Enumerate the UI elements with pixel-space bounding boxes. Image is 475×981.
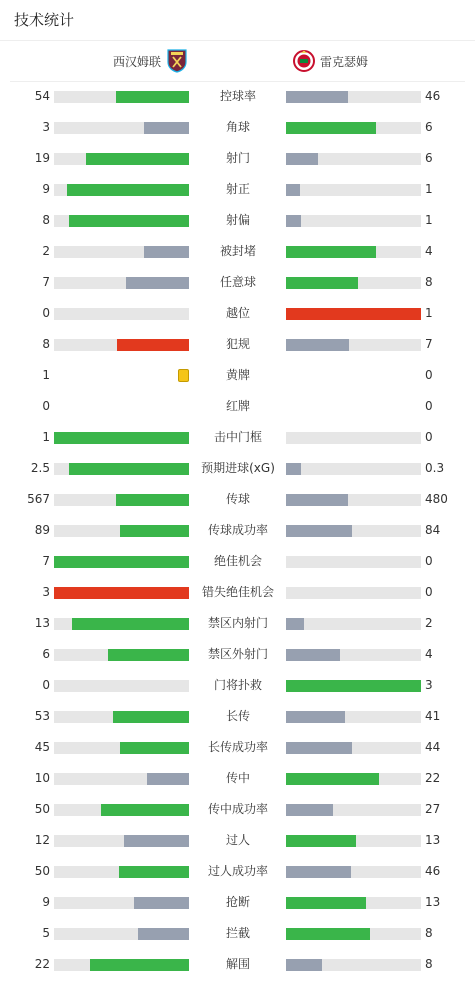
stat-label: 过人成功率 [207,864,268,878]
stat-row [0,329,475,360]
home-stat-bar-track [54,339,189,351]
stat-row [0,174,475,205]
stat-row [0,949,475,980]
away-stat-value: 8 [425,957,433,971]
home-stat-value: 0 [42,306,50,320]
away-stat-bar-track [286,928,421,940]
home-stat-bar-track [54,928,189,940]
stat-label: 传中 [225,771,250,785]
home-stat-bar [120,525,189,537]
home-stat-value: 89 [34,523,50,537]
away-stat-value: 1 [425,306,433,320]
away-stat-value: 84 [425,523,441,537]
away-stat-bar-track [286,215,421,227]
home-stat-bar [54,587,189,599]
home-stat-value: 567 [27,492,50,506]
away-stat-value: 6 [425,151,433,165]
stat-label: 禁区内射门 [207,616,268,630]
away-stat-bar-track [286,432,421,444]
home-stat-value: 50 [34,802,50,816]
home-stat-value: 9 [42,895,50,909]
home-stat-value: 19 [34,151,50,165]
away-stat-bar-track [286,308,421,320]
home-stat-value: 50 [34,864,50,878]
away-stat-bar [286,618,304,630]
away-stat-bar [286,246,376,258]
away-stat-value: 1 [425,182,433,196]
away-stat-bar [286,153,318,165]
away-stat-bar [286,339,349,351]
wrexham-crest-icon [293,49,315,73]
home-stat-bar [67,184,189,196]
stat-label: 错失绝佳机会 [201,585,274,599]
stat-label: 过人 [225,833,250,847]
away-stat-bar [286,835,356,847]
stat-label: 长传成功率 [207,740,268,754]
away-stat-value: 0.3 [425,461,445,475]
away-team-name: 雷克瑟姆 [320,54,369,69]
stat-row [0,546,475,577]
stat-label: 黄牌 [225,368,250,382]
home-stat-bar-track [54,277,189,289]
stat-row [0,670,475,701]
stat-label: 传中成功率 [207,802,268,816]
home-stat-bar-track [54,308,189,320]
away-stat-value: 13 [425,833,441,847]
home-team [113,48,188,74]
stat-row [0,887,475,918]
home-stat-value: 53 [34,709,50,723]
away-stat-bar [286,711,345,723]
away-stat-bar [286,215,301,227]
away-stat-bar-track [286,897,421,909]
home-stat-bar-track [54,494,189,506]
stat-label: 控球率 [219,89,256,103]
home-stat-bar [69,215,189,227]
away-stat-bar-track [286,835,421,847]
home-stat-value: 0 [42,399,50,413]
home-stat-bar [116,91,189,103]
home-stat-value: 54 [34,89,50,103]
home-stat-value: 22 [34,957,50,971]
home-stat-bar-track [54,587,189,599]
away-stat-bar [286,804,333,816]
away-stat-bar [286,928,370,940]
stat-label: 射门 [225,151,250,165]
stat-row [0,267,475,298]
home-stat-bar-track [54,463,189,475]
away-stat-bar-track [286,463,421,475]
home-stat-bar-track [54,246,189,258]
away-stat-bar [286,649,340,661]
home-stat-bar-track [54,91,189,103]
home-stat-value: 5 [42,926,50,940]
away-stat-value: 0 [425,368,433,382]
home-stat-bar [144,246,189,258]
home-stat-value: 1 [42,368,50,382]
home-stat-bar-track [54,153,189,165]
away-stat-bar [286,494,348,506]
away-stat-bar-track [286,866,421,878]
stat-label: 角球 [225,120,250,134]
stat-row [0,453,475,484]
away-stat-bar [286,525,352,537]
stat-row [0,763,475,794]
away-stat-bar [286,308,421,320]
away-stat-bar-track [286,959,421,971]
away-stat-bar-track [286,587,421,599]
away-stat-value: 2 [425,616,433,630]
away-stat-value: 44 [425,740,441,754]
home-stat-bar [126,277,189,289]
home-stat-bar [124,835,189,847]
stat-label: 被封堵 [219,244,256,258]
away-stat-bar-track [286,556,421,568]
stat-label: 传球 [225,492,250,506]
away-stat-value: 0 [425,430,433,444]
away-stat-value: 4 [425,244,433,258]
stat-row [0,112,475,143]
stat-label: 禁区外射门 [207,647,268,661]
away-stat-bar-track [286,122,421,134]
stat-row [0,825,475,856]
away-stat-value: 27 [425,802,441,816]
stat-row [0,391,475,422]
away-stat-value: 46 [425,89,441,103]
away-stat-bar-track [286,649,421,661]
home-stat-bar-track [54,711,189,723]
away-stat-value: 8 [425,926,433,940]
home-stat-bar-track [54,525,189,537]
away-stat-bar-track [286,339,421,351]
yellow-card-icon [178,369,189,382]
away-stat-bar [286,742,352,754]
stat-row [0,422,475,453]
home-stat-bar [119,866,189,878]
stat-row [0,577,475,608]
away-stat-bar-track [286,711,421,723]
away-stat-bar [286,91,348,103]
stat-label: 拦截 [225,926,250,940]
away-stat-bar [286,184,300,196]
stat-label: 越位 [225,306,250,320]
home-stat-value: 12 [34,833,50,847]
away-stat-bar-track [286,804,421,816]
west-ham-crest-icon [166,49,188,73]
stat-row [0,298,475,329]
away-stat-bar-track [286,742,421,754]
stat-row [0,701,475,732]
stat-row [0,794,475,825]
home-stat-value: 13 [34,616,50,630]
home-stat-value: 3 [42,585,50,599]
home-stat-bar-track [54,556,189,568]
home-stat-value: 9 [42,182,50,196]
home-stat-bar [144,122,189,134]
away-stat-value: 13 [425,895,441,909]
home-stat-bar-track [54,215,189,227]
away-stat-value: 8 [425,275,433,289]
away-stat-bar-track [286,246,421,258]
away-stat-value: 22 [425,771,441,785]
team-header [0,41,475,81]
home-stat-bar-track [54,804,189,816]
stat-label: 抢断 [225,895,250,909]
away-stat-value: 41 [425,709,441,723]
home-stat-bar [138,928,189,940]
away-stat-bar [286,866,351,878]
away-team [293,48,368,74]
home-stat-bar [113,711,189,723]
away-stat-bar-track [286,773,421,785]
home-team-name: 西汉姆联 [113,54,162,69]
stat-row [0,360,475,391]
away-stat-bar [286,897,366,909]
home-stat-value: 2.5 [30,461,50,475]
away-stat-bar [286,773,379,785]
away-stat-value: 1 [425,213,433,227]
home-stat-bar [116,494,189,506]
away-stat-bar-track [286,494,421,506]
away-stat-value: 7 [425,337,433,351]
home-stat-value: 0 [42,678,50,692]
stat-label: 犯规 [225,337,250,351]
home-stat-value: 2 [42,244,50,258]
home-stat-value: 6 [42,647,50,661]
away-stat-bar-track [286,91,421,103]
home-stat-bar [147,773,189,785]
away-stat-bar-track [286,525,421,537]
home-stat-bar [86,153,189,165]
home-stat-value: 8 [42,213,50,227]
stat-row [0,515,475,546]
away-stat-bar-track [286,277,421,289]
away-stat-value: 0 [425,399,433,413]
stat-label: 预期进球(xG) [201,461,275,475]
away-stat-value: 6 [425,120,433,134]
stat-label: 任意球 [219,275,256,289]
home-stat-bar-track [54,773,189,785]
stat-label: 传球成功率 [207,523,268,537]
away-stat-value: 3 [425,678,433,692]
home-stat-bar-track [54,618,189,630]
home-stat-bar [54,432,189,444]
stat-row [0,205,475,236]
stat-row [0,236,475,267]
page-title: 技术统计 [14,11,75,29]
home-stat-bar-track [54,184,189,196]
home-stat-bar-track [54,649,189,661]
home-stat-value: 1 [42,430,50,444]
stat-row [0,856,475,887]
stat-row [0,732,475,763]
stat-row [0,484,475,515]
home-stat-bar [108,649,189,661]
home-stat-bar [90,959,189,971]
stat-label: 射正 [225,182,250,196]
away-stat-bar [286,122,376,134]
home-stat-value: 7 [42,275,50,289]
stat-row [0,608,475,639]
home-stat-bar [72,618,189,630]
home-stat-bar-track [54,680,189,692]
home-stat-bar-track [54,432,189,444]
home-stat-bar [134,897,189,909]
away-stat-bar-track [286,153,421,165]
home-stat-bar [54,556,189,568]
away-stat-value: 0 [425,554,433,568]
stat-label: 红牌 [225,399,250,413]
away-stat-bar [286,463,301,475]
home-stat-bar-track [54,866,189,878]
home-stat-value: 45 [34,740,50,754]
stat-row [0,918,475,949]
away-stat-value: 4 [425,647,433,661]
home-stat-bar-track [54,122,189,134]
away-stat-bar [286,277,358,289]
home-stat-bar [120,742,189,754]
home-stat-value: 10 [34,771,50,785]
stat-label: 绝佳机会 [213,554,262,568]
stat-label: 解围 [225,957,250,971]
stat-label: 门将扑救 [213,678,262,692]
stat-row [0,81,475,112]
home-stat-bar-track [54,897,189,909]
home-stat-bar-track [54,959,189,971]
away-stat-value: 480 [425,492,448,506]
away-stat-value: 0 [425,585,433,599]
stat-row [0,639,475,670]
home-stat-bar [69,463,189,475]
away-stat-value: 46 [425,864,441,878]
away-stat-bar [286,959,322,971]
home-stat-bar-track [54,835,189,847]
home-stat-value: 7 [42,554,50,568]
stat-label: 射偏 [225,213,250,227]
away-stat-bar [286,680,421,692]
away-stat-bar-track [286,680,421,692]
away-stat-bar-track [286,618,421,630]
home-stat-value: 8 [42,337,50,351]
stat-row [0,143,475,174]
home-stat-bar [117,339,189,351]
stat-label: 击中门框 [213,430,262,444]
home-stat-bar [101,804,189,816]
home-stat-bar-track [54,742,189,754]
stat-label: 长传 [225,709,250,723]
away-stat-bar-track [286,184,421,196]
home-stat-value: 3 [42,120,50,134]
